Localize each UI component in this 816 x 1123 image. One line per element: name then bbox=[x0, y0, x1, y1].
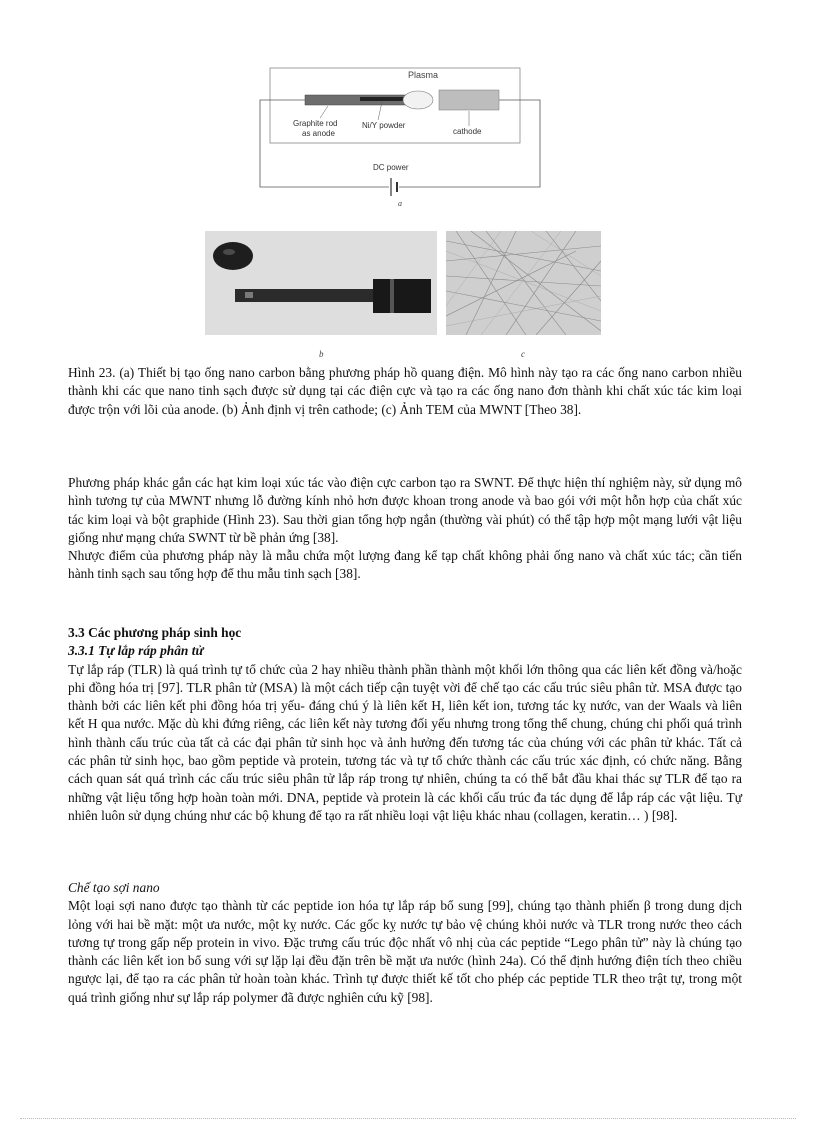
cathode-deposit-photo bbox=[205, 231, 437, 335]
sub-label-b: b bbox=[319, 349, 324, 359]
cathode-block bbox=[439, 90, 499, 110]
body-section-3 bbox=[68, 879, 742, 1007]
tem-mwnt-image bbox=[446, 231, 601, 335]
circuit-wire bbox=[260, 100, 389, 187]
body-section-1 bbox=[68, 474, 742, 584]
anode-label-line2: as anode bbox=[302, 129, 335, 138]
arc-discharge-diagram bbox=[250, 60, 550, 210]
caption-text: Hình 23. (a) Thiết bị tạo ống nano carbon bằng phương pháp hồ quang điện. Mô hình này tạo ra các ống nano carbon nhiều thành khi các que nano tinh sạch được sử dụng tại các điện cực và tạo ra các ống nano đơn thành khi chất xúc tác kim loại được trộn với lõi của anode. (b) Ảnh định vị trên cathode; (c) Ảnh TEM của MWNT [Theo 38]. bbox=[68, 365, 742, 417]
paragraph-swnt-method: Phương pháp khác gắn các hạt kim loại xúc tác vào điện cực carbon tạo ra SWNT. Để thực hiện thí nghiệm này, sử dụng mô hình tương tự của MWNT nhưng lỗ đường kính nhỏ hơn được khoan trong anode và bao gói với một hỗn hợp của chất xúc tác kim loại và bột graphide (Hình 23). Sau thời gian tổng hợp ngắn (thường vài phút) có thể tập hợp một mạng lưới vật liệu giống như mạng chứa SWNT từ bề phản ứng [38]. bbox=[68, 475, 742, 545]
figure-caption bbox=[68, 364, 742, 419]
circuit-wire-right bbox=[399, 100, 540, 187]
cathode-rod-head bbox=[373, 279, 431, 313]
subtitle-nanofiber: Chế tạo sợi nano bbox=[68, 880, 160, 895]
page-bottom-rule bbox=[20, 1118, 796, 1119]
paragraph-self-assembly: Tự lắp ráp (TLR) là quá trình tự tổ chức của 2 hay nhiều thành phần thành một khối lớn thông qua các liên kết đồng và/hoặc phi đồng hóa trị [97]. TLR phân tử (MSA) là một cách tiếp cận tuyệt vời để chế tạo các cấu trúc siêu phân tử. MSA được tạo thành bởi các liên kết phi đồng hóa trị yếu- đáng chú ý là liên kết H, liên kết ion, tương tác kỵ nước, van der Waals và liên kết H qua nước. Mặc dù khi đứng riêng, các liên kết này tương đối yếu nhưng trong tổng thể chung, chúng chi phối quá trình hình thành cấu trúc của tất cả các đại phân tử sinh học và ảnh hưởng đến tương tác của chúng với các phân tử khác. Tất cả các phân tử sinh học, bao gồm peptide và protein, tương tác và tự tổ chức thành các cấu trúc xác định, có chức năng. Bằng cách quan sát quá trình các cấu trúc siêu phân tử lắp ráp trong tự nhiên, chúng ta có thể bắt đầu khai thác sự TLR để tạo ra những vật liệu tổng hợp hoàn toàn mới. DNA, peptide và protein là các khối cấu trúc đa tác dụng để lắp ráp các vật liệu. Tự nhiên luôn sử dụng chúng như các bộ khung để tạo ra rất nhiều loại vật liệu khác nhau (collagen, keratin… ) [98]. bbox=[68, 661, 742, 823]
plasma-label: Plasma bbox=[408, 70, 439, 80]
ni-y-powder bbox=[360, 97, 410, 101]
sub-label-c: c bbox=[521, 349, 525, 359]
paragraph-nanofiber: Một loại sợi nano được tạo thành từ các peptide ion hóa tự lắp ráp bổ sung [99], chúng tạo thành phiến β trong dung dịch lỏng với hai bề mặt: một ưa nước, một kỵ nước. Các gốc kỵ nước tự bảo vệ chúng khỏi nước và TLR trong nước theo cách tương tự trong gấp nếp protein in vivo. Đặc trưng cấu trúc độc nhất vô nhị của các peptide “Lego phân tử” này là chúng tạo thành các liên kết ion bổ sung với sự lặp lại đều đặn trên bề mặt ưa nước (hình 24a). Có thể định hướng điện tích theo chiều ngược lại, để tạo ra các phân tử hoàn toàn khác. Trình tự được thiết kế tốt cho phép các peptide TLR theo trật tự, trong một quá trình giống như sự lắp ráp polymer đã được nghiên cứu kỹ [98]. bbox=[68, 898, 742, 1005]
powder-label: Ni/Y powder bbox=[362, 121, 406, 130]
paragraph-drawback: Nhược điểm của phương pháp này là mẫu chứa một lượng đang kể tạp chất không phải ống nano và chất xúc tác; cần tiến hành tinh sạch sau tổng hợp để thu mẫu tinh sạch [38]. bbox=[68, 548, 742, 582]
dc-power-label: DC power bbox=[373, 163, 409, 172]
body-section-2 bbox=[68, 624, 742, 825]
anode-label-line1: Graphite rod bbox=[293, 119, 338, 128]
plasma-arc bbox=[403, 91, 433, 109]
section-heading-3-3: 3.3 Các phương pháp sinh học bbox=[68, 625, 242, 640]
cathode-label: cathode bbox=[453, 127, 482, 136]
cathode-rod-body bbox=[235, 289, 375, 302]
anode-leader-line bbox=[320, 106, 328, 118]
sub-label-a: a bbox=[398, 199, 402, 208]
section-heading-3-3-1: 3.3.1 Tự lắp ráp phân tử bbox=[68, 643, 204, 659]
deposit-boule bbox=[213, 242, 253, 270]
